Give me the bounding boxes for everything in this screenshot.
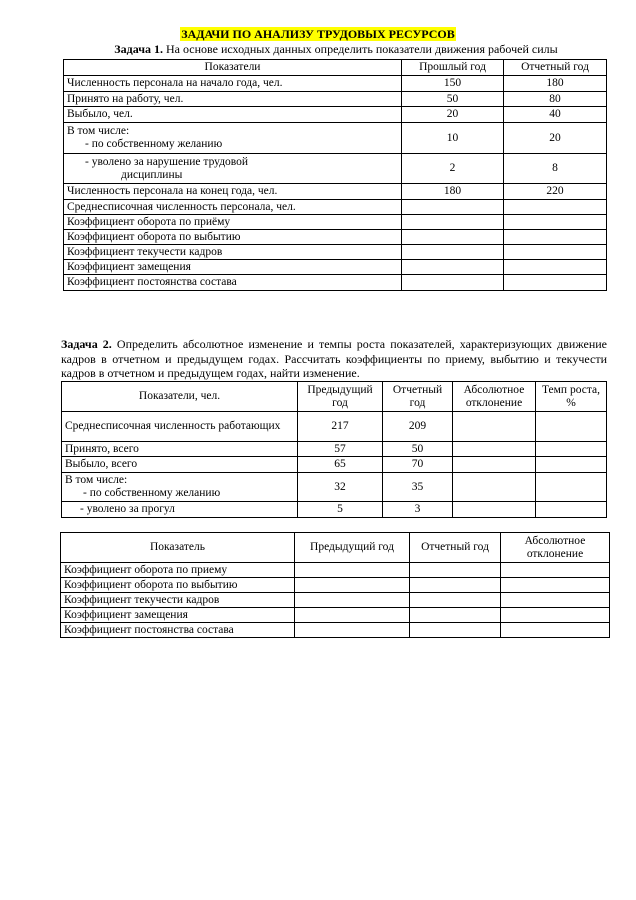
cur-value: 209 — [383, 412, 453, 442]
table-row — [64, 200, 607, 215]
empty-cell — [295, 563, 410, 578]
prev-value: 217 — [298, 412, 383, 442]
row-label: Коэффициент постоянства состава — [64, 275, 402, 291]
row-label: В том числе: - по собственному желанию — [64, 123, 402, 154]
table-row — [62, 412, 607, 442]
row-label: Коэффициент текучести кадров — [61, 593, 295, 608]
empty-cell — [410, 563, 501, 578]
column-header: Предыдущий год — [298, 382, 383, 412]
table-row — [64, 275, 607, 291]
cur-value — [504, 275, 607, 291]
prev-value — [402, 260, 504, 275]
table-row — [64, 260, 607, 275]
table-row — [64, 215, 607, 230]
column-header: Темп роста, % — [536, 382, 607, 412]
task1-statement — [66, 42, 606, 57]
row-label: Среднесписочная численность персонала, чел. — [64, 200, 402, 215]
table-row — [64, 154, 607, 184]
empty-cell — [453, 412, 536, 442]
column-header: Отчетный год — [410, 533, 501, 563]
empty-cell — [295, 623, 410, 638]
empty-cell — [536, 412, 607, 442]
cur-value — [504, 215, 607, 230]
row-label: Коэффициент замещения — [64, 260, 402, 275]
prev-value: 10 — [402, 123, 504, 154]
row-label: Коэффициент оборота по выбытию — [61, 578, 295, 593]
table-row — [64, 245, 607, 260]
empty-cell — [501, 593, 610, 608]
row-label: Выбыло, чел. — [64, 107, 402, 123]
task1-label: Задача 1. — [114, 42, 163, 56]
table-row — [64, 230, 607, 245]
table-row — [61, 593, 610, 608]
cur-value — [504, 230, 607, 245]
empty-cell — [453, 442, 536, 457]
empty-cell — [501, 608, 610, 623]
table-header-row — [64, 60, 607, 76]
table-row — [61, 623, 610, 638]
prev-value — [402, 275, 504, 291]
prev-value — [402, 230, 504, 245]
table-row — [64, 184, 607, 200]
row-label: Принято, всего — [62, 442, 298, 457]
table-row — [62, 442, 607, 457]
cur-value: 220 — [504, 184, 607, 200]
empty-cell — [501, 563, 610, 578]
empty-cell — [453, 457, 536, 473]
prev-value: 180 — [402, 184, 504, 200]
table-row — [61, 608, 610, 623]
empty-cell — [536, 442, 607, 457]
task2-table — [61, 381, 607, 518]
row-label: - уволено за нарушение трудовой дисциплины — [64, 154, 402, 184]
empty-cell — [295, 578, 410, 593]
table-row — [64, 107, 607, 123]
cur-value: 20 — [504, 123, 607, 154]
table-row — [64, 76, 607, 92]
empty-cell — [453, 473, 536, 502]
task2-statement — [61, 337, 607, 381]
prev-value: 32 — [298, 473, 383, 502]
table-header-row — [61, 533, 610, 563]
empty-cell — [536, 502, 607, 518]
column-header: Отчетный год — [504, 60, 607, 76]
empty-cell — [536, 473, 607, 502]
table-row — [62, 502, 607, 518]
empty-cell — [410, 608, 501, 623]
table-row — [61, 563, 610, 578]
cur-value: 50 — [383, 442, 453, 457]
cur-value — [504, 260, 607, 275]
row-label: Принято на работу, чел. — [64, 92, 402, 107]
row-label: Коэффициент оборота по выбытию — [64, 230, 402, 245]
prev-value: 50 — [402, 92, 504, 107]
cur-value: 8 — [504, 154, 607, 184]
cur-value: 80 — [504, 92, 607, 107]
table-row — [64, 92, 607, 107]
cur-value: 35 — [383, 473, 453, 502]
empty-cell — [453, 502, 536, 518]
column-header: Отчетный год — [383, 382, 453, 412]
task1-text: На основе исходных данных определить показатели движения рабочей силы — [163, 42, 558, 56]
table-row — [61, 578, 610, 593]
prev-value: 150 — [402, 76, 504, 92]
column-header: Показатели — [64, 60, 402, 76]
empty-cell — [295, 593, 410, 608]
row-label: Коэффициент оборота по приёму — [64, 215, 402, 230]
column-header: Абсолютное отклонение — [453, 382, 536, 412]
empty-cell — [501, 578, 610, 593]
cur-value — [504, 200, 607, 215]
prev-value: 20 — [402, 107, 504, 123]
cur-value: 180 — [504, 76, 607, 92]
column-header: Показатели, чел. — [62, 382, 298, 412]
task1-table — [63, 59, 607, 291]
column-header: Показатель — [61, 533, 295, 563]
table-row — [62, 457, 607, 473]
row-label: Численность персонала на начало года, чел. — [64, 76, 402, 92]
empty-cell — [501, 623, 610, 638]
empty-cell — [410, 578, 501, 593]
cur-value: 3 — [383, 502, 453, 518]
row-label: Коэффициент постоянства состава — [61, 623, 295, 638]
row-label: Коэффициент текучести кадров — [64, 245, 402, 260]
row-label: Коэффициент оборота по приему — [61, 563, 295, 578]
prev-value: 57 — [298, 442, 383, 457]
table-row — [62, 473, 607, 502]
row-label: Среднесписочная численность работающих — [62, 412, 298, 442]
task2-label: Задача 2. — [61, 337, 112, 351]
document-title: ЗАДАЧИ ПО АНАЛИЗУ ТРУДОВЫХ РЕСУРСОВ — [181, 27, 455, 41]
row-label: - уволено за прогул — [62, 502, 298, 518]
column-header: Прошлый год — [402, 60, 504, 76]
empty-cell — [410, 623, 501, 638]
prev-value: 5 — [298, 502, 383, 518]
row-label: Коэффициент замещения — [61, 608, 295, 623]
row-label: Выбыло, всего — [62, 457, 298, 473]
prev-value — [402, 215, 504, 230]
column-header: Абсолютное отклонение — [501, 533, 610, 563]
table-row — [64, 123, 607, 154]
column-header: Предыдущий год — [295, 533, 410, 563]
cur-value: 70 — [383, 457, 453, 473]
prev-value: 2 — [402, 154, 504, 184]
prev-value: 65 — [298, 457, 383, 473]
row-label: В том числе: - по собственному желанию — [62, 473, 298, 502]
cur-value: 40 — [504, 107, 607, 123]
prev-value — [402, 200, 504, 215]
row-label: Численность персонала на конец года, чел. — [64, 184, 402, 200]
empty-cell — [536, 457, 607, 473]
task2-coefficients-table — [60, 532, 610, 638]
table-header-row — [62, 382, 607, 412]
empty-cell — [295, 608, 410, 623]
prev-value — [402, 245, 504, 260]
empty-cell — [410, 593, 501, 608]
task2-text: Определить абсолютное изменение и темпы роста показателей, характеризующих движение кадров в отчетном и предыдущем годах. Рассчитать коэффициенты по приему, выбытию и текучести кадров в отчетном и предыдущем годах, найти изменение. — [61, 337, 607, 380]
cur-value — [504, 245, 607, 260]
